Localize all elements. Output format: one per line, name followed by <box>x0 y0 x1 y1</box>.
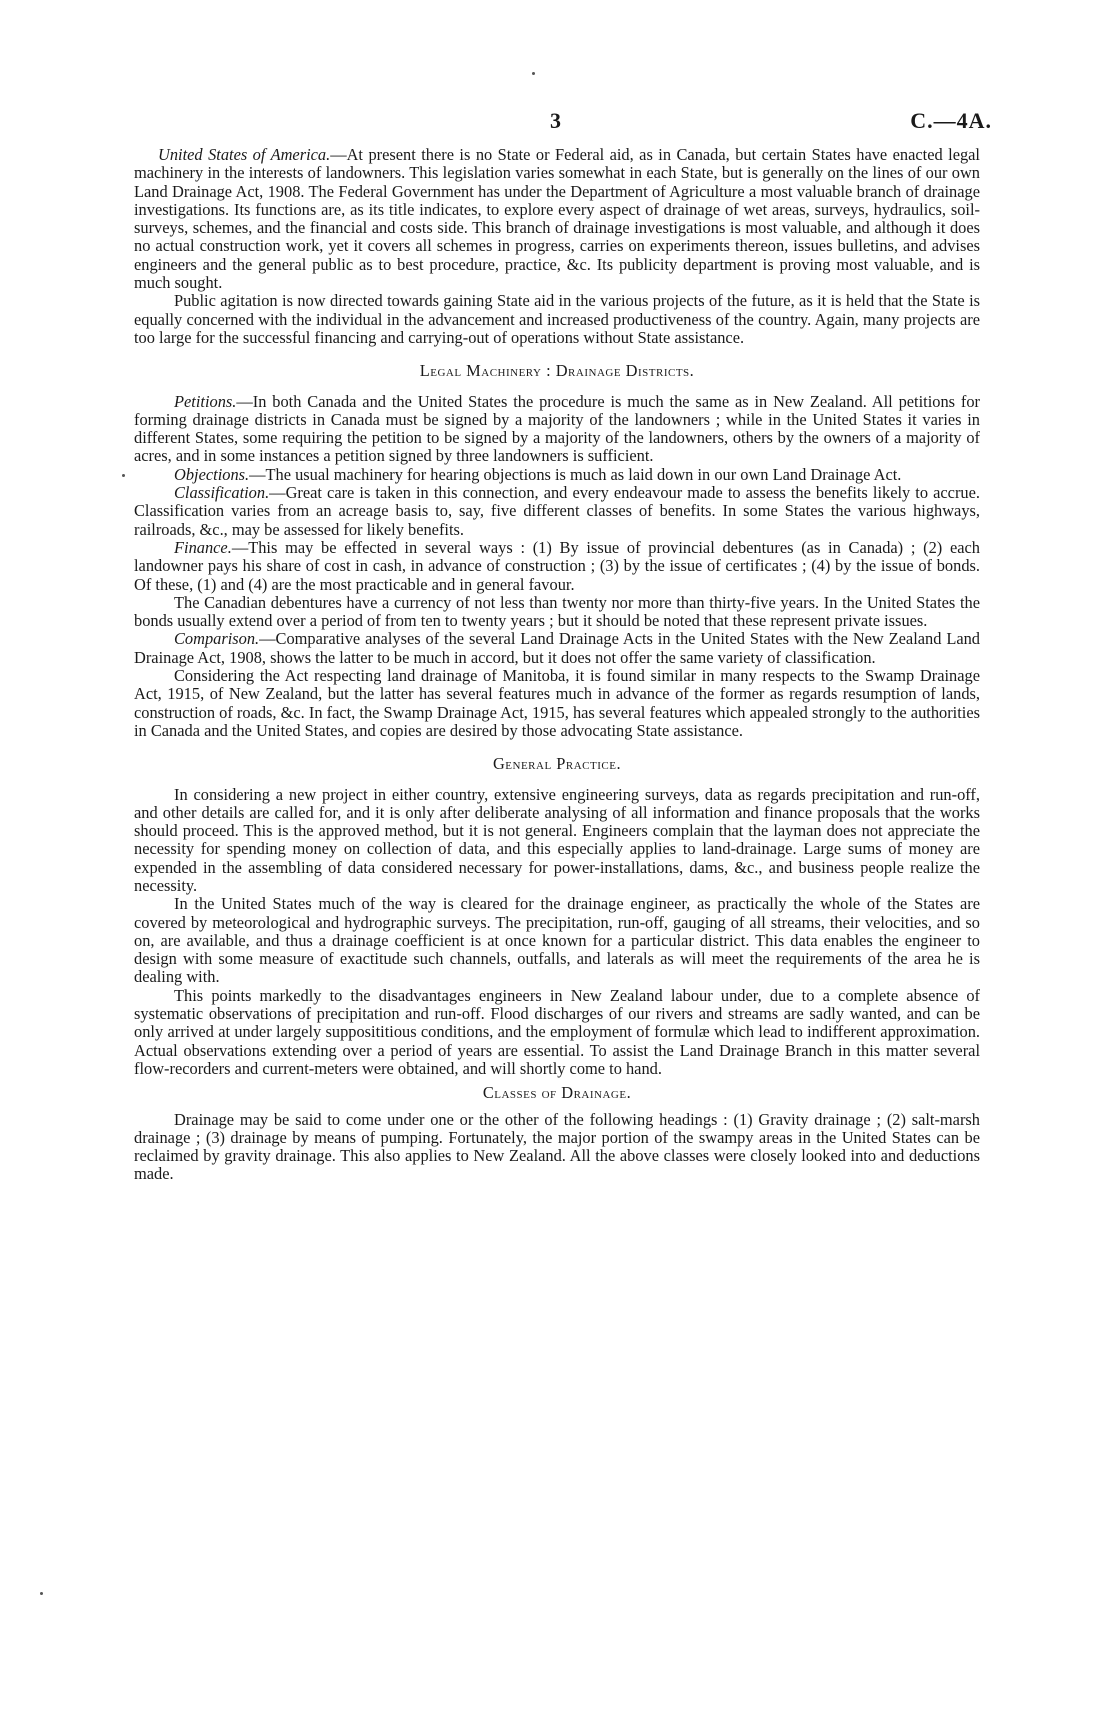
scan-speck <box>532 72 535 75</box>
paragraph-text: —The usual machinery for hearing objections is much as laid down in our own Land Drainage Act. <box>249 464 902 484</box>
page-number: 3 <box>550 108 561 133</box>
paragraph <box>134 630 980 667</box>
document-code: C.—4A. <box>910 108 992 133</box>
paragraph-text: —Comparative analyses of the several Land Drainage Acts in the United States with the New Zealand Land Drainage Act, 1908, shows the latter to be much in accord, but it does not offer the same variety of classification. <box>134 629 980 667</box>
paragraph-text: In the United States much of the way is cleared for the drainage engineer, as practically the whole of the States are covered by meteorological and hydrographic surveys. The precipitation, run-off, gauging of all streams, their velocities, and so on, are available, and thus a drainage coefficient is at once known for a particular district. This data enables the engineer to design with some measure of exactitude such channels, outfalls, and laterals as will meet the requirements of the area he is dealing with. <box>134 894 980 987</box>
paragraph <box>134 1111 980 1184</box>
paragraph <box>134 987 980 1078</box>
paragraph <box>134 539 980 594</box>
paragraph-text: In considering a new project in either country, extensive engineering surveys, data as regards precipitation and run-off, and other details are called for, and it is only after deliberate analysing of all information and finance proposals that the works should proceed. This is the approved method, but it is not general. Engineers complain that the layman does not appreciate the necessity for spending money on collection of data, and this especially applies to land-drainage. Large sums of money are expended in the assembling of data considered necessary for power-installations, dams, &c., and business people realize the necessity. <box>134 784 980 895</box>
paragraph-lead: United States of America. <box>158 145 331 164</box>
paragraph <box>134 484 980 539</box>
paragraph-text: —In both Canada and the United States the procedure is much the same as in New Zealand. All petitions for forming drainage districts in Canada must be signed by a majority of the landowners ; while in the United States it varies in different States, some requiring the petition to be signed by a majority of the landowners, others by the owners of a majority of acres, and in some instances a petition signed by three landowners is sufficient. <box>134 391 980 466</box>
paragraph-text: This points markedly to the disadvantages engineers in New Zealand labour under, due to a complete absence of systematic observations of precipitation and run-off. Flood discharges of our rivers and streams are sadly wanted, and can be only arrived at under largely supposititious conditions, and the employment of formulæ which lead to indifferent approximation. Actual observations extending over a period of years are essential. To assist the Land Drainage Branch in this matter several flow-recorders and current-meters were obtained, and will shortly come to hand. <box>134 985 980 1078</box>
paragraph <box>134 393 980 466</box>
paragraph-lead: Classification. <box>174 483 270 503</box>
section-heading-classes-of-drainage: Classes of Drainage. <box>482 1083 632 1103</box>
scan-speck <box>40 1592 43 1595</box>
paragraph <box>134 292 980 347</box>
paragraph-text: Public agitation is now directed towards gaining State aid in the various projects of the future, as it is held that the State is equally concerned with the individual in the advancement and increased productiveness of the country. Again, many projects are too large for the successful financing and carrying-out of operations without State assistance. <box>134 291 980 347</box>
paragraph <box>134 466 980 484</box>
paragraph-text: —This may be effected in several ways : (1) By issue of provincial debentures (as in Canada) ; (2) each landowner pays his share of cost in cash, in advance of construction ; (3) by the issue of certificates ; (4) by the issue of bonds. Of these, (1) and (4) are the most practicable and in general favour. <box>134 537 980 594</box>
paragraph <box>134 786 980 896</box>
body-text <box>134 146 980 1184</box>
paragraph-lead: Objections. <box>174 464 250 484</box>
paragraph-text: Drainage may be said to come under one or the other of the following headings : (1) Gravity drainage ; (2) salt-marsh drainage ; (3) drainage by means of pumping. Fortunately, the major portion of the swampy areas in the United States can be reclaimed by gravity drainage. This also applies to New Zealand. All the above classes were closely looked into and deductions made. <box>134 1109 980 1184</box>
paragraph <box>134 667 980 740</box>
paragraph-text: —At present there is no State or Federal aid, as in Canada, but certain States have enacted legal machinery in the interests of landowners. This legislation varies somewhat in each State, but is generally on the lines of our own Land Drainage Act, 1908. The Federal Government has under the Department of Agriculture a most valuable branch of drainage investigations. Its functions are, as its title indicates, to explore every aspect of drainage of wet areas, surveys, hydraulics, soil-surveys, schemes, and the financial and costs side. This branch of drainage investigations is most valuable, and although it does no actual construction work, yet it covers all schemes in progress, carries on experiments thereon, issues bulletins, and advises engineers and the general public as to best procedure, practice, &c. Its publicity department is proving most valuable, and is much sought. <box>134 145 980 293</box>
paragraph <box>134 895 980 986</box>
section-heading-legal-machinery: Legal Machinery : Drainage Districts. <box>419 361 695 381</box>
paragraph-text: The Canadian debentures have a currency of not less than twenty nor more than thirty-five years. In the United States the bonds usually extend over a period of from ten to twenty years ; but it should be noted that these represent private issues. <box>134 592 980 631</box>
paragraph <box>134 146 980 292</box>
paragraph-lead: Petitions. <box>174 391 237 411</box>
section-heading-general-practice: General Practice. <box>492 754 622 774</box>
paragraph-text: Considering the Act respecting land drainage of Manitoba, it is found similar in many respects to the Swamp Drainage Act, 1915, of New Zealand, but the latter has several features much in advance of the former as regards resumption of lands, construction of roads, &c. In fact, the Swamp Drainage Act, 1915, has several features which appealed strongly to the authorities in Canada and the United States, and copies are desired by those advocating State assistance. <box>134 666 980 740</box>
paragraph-lead: Finance. <box>174 537 232 557</box>
paragraph-text: —Great care is taken in this connection, and every endeavour made to assess the benefits likely to accrue. Classification varies from an acreage basis to, say, five different classes of benefits. In some States the various highways, railroads, &c., may be assessed for likely benefits. <box>134 483 980 539</box>
page-header <box>0 108 1114 136</box>
paragraph-lead: Comparison. <box>174 629 260 649</box>
scan-speck <box>122 474 125 477</box>
paragraph <box>134 594 980 631</box>
